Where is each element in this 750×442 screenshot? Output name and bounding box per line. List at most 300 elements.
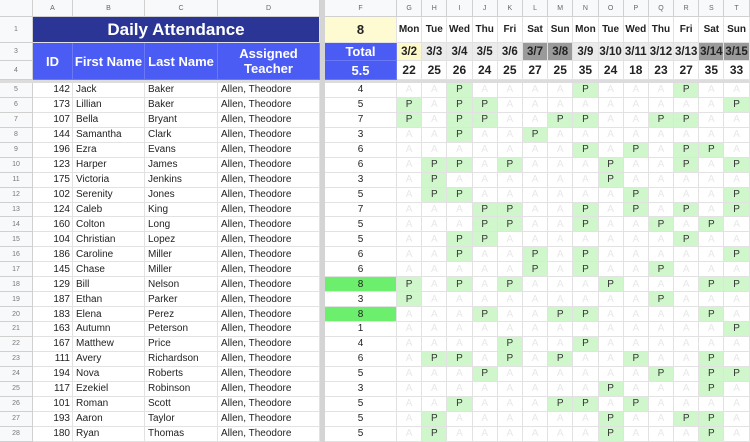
attendance-cell[interactable]: A [649,143,674,158]
attendance-cell[interactable]: A [397,247,422,262]
last-name[interactable]: Parker [145,292,218,307]
attendance-cell[interactable]: A [724,128,749,143]
first-name[interactable]: Victoria [73,173,145,188]
attendance-cell[interactable]: A [649,322,674,337]
attendance-total[interactable]: 4 [325,83,397,98]
student-id[interactable]: 180 [33,427,73,442]
first-name[interactable]: Ezekiel [73,382,145,397]
attendance-cell[interactable]: A [649,232,674,247]
attendance-cell[interactable]: P [649,292,674,307]
date-header[interactable]: 3/3 [422,43,447,61]
attendance-cell[interactable]: A [624,427,649,442]
attendance-cell[interactable]: A [724,307,749,322]
attendance-cell[interactable]: A [397,173,422,188]
attendance-cell[interactable]: A [649,173,674,188]
attendance-cell[interactable]: A [599,203,624,218]
attendance-total[interactable]: 3 [325,382,397,397]
attendance-cell[interactable]: A [649,247,674,262]
assigned-teacher[interactable]: Allen, Theodore [218,322,320,337]
assigned-teacher[interactable]: Allen, Theodore [218,83,320,98]
attendance-cell[interactable]: A [548,412,573,427]
attendance-cell[interactable]: P [674,113,699,128]
attendance-cell[interactable]: A [649,337,674,352]
attendance-cell[interactable]: P [599,427,624,442]
attendance-cell[interactable]: A [523,352,548,367]
attendance-cell[interactable]: A [422,382,447,397]
first-name[interactable]: Elena [73,307,145,322]
attendance-cell[interactable]: A [573,352,598,367]
attendance-cell[interactable]: A [523,277,548,292]
first-name[interactable]: Serenity [73,188,145,203]
row-header[interactable]: 26 [0,397,33,412]
attendance-cell[interactable]: P [724,277,749,292]
attendance-cell[interactable]: P [724,158,749,173]
attendance-cell[interactable]: A [447,203,472,218]
attendance-cell[interactable]: A [473,382,498,397]
attendance-cell[interactable]: A [397,367,422,382]
attendance-cell[interactable]: A [649,352,674,367]
attendance-cell[interactable]: A [599,83,624,98]
student-id[interactable]: 173 [33,98,73,113]
student-id[interactable]: 107 [33,113,73,128]
column-header-a[interactable]: A [33,0,73,17]
attendance-cell[interactable]: A [624,382,649,397]
attendance-cell[interactable]: P [674,158,699,173]
attendance-cell[interactable]: A [699,158,724,173]
attendance-cell[interactable]: P [573,337,598,352]
attendance-cell[interactable]: A [724,113,749,128]
attendance-cell[interactable]: A [473,128,498,143]
attendance-cell[interactable]: A [447,412,472,427]
first-name[interactable]: Ethan [73,292,145,307]
attendance-cell[interactable]: P [649,113,674,128]
column-header-f[interactable]: F [325,0,397,17]
attendance-total[interactable]: 5 [325,412,397,427]
attendance-cell[interactable]: A [548,173,573,188]
column-header-b[interactable]: B [73,0,145,17]
attendance-cell[interactable]: A [498,113,523,128]
row-header[interactable]: 18 [0,277,33,292]
attendance-cell[interactable]: A [674,427,699,442]
last-name[interactable]: Scott [145,397,218,412]
attendance-cell[interactable]: P [649,367,674,382]
attendance-total[interactable]: 5 [325,232,397,247]
assigned-teacher[interactable]: Allen, Theodore [218,173,320,188]
attendance-cell[interactable]: A [498,83,523,98]
student-id[interactable]: 167 [33,337,73,352]
assigned-teacher[interactable]: Allen, Theodore [218,307,320,322]
attendance-cell[interactable]: P [422,158,447,173]
attendance-cell[interactable]: P [699,382,724,397]
attendance-cell[interactable]: A [397,382,422,397]
attendance-cell[interactable]: A [422,397,447,412]
day-header[interactable]: Sun [548,17,573,43]
attendance-total[interactable]: 5 [325,367,397,382]
attendance-total[interactable]: 1 [325,322,397,337]
attendance-cell[interactable]: A [599,113,624,128]
assigned-teacher[interactable]: Allen, Theodore [218,292,320,307]
row-header[interactable]: 12 [0,188,33,203]
attendance-cell[interactable]: A [523,143,548,158]
attendance-cell[interactable]: A [397,203,422,218]
attendance-cell[interactable]: P [447,232,472,247]
attendance-cell[interactable]: A [422,113,447,128]
attendance-cell[interactable]: A [674,188,699,203]
attendance-cell[interactable]: A [674,307,699,322]
attendance-cell[interactable]: A [473,337,498,352]
attendance-cell[interactable]: A [699,232,724,247]
attendance-cell[interactable]: A [498,322,523,337]
attendance-cell[interactable]: A [599,262,624,277]
attendance-cell[interactable]: A [422,232,447,247]
attendance-cell[interactable]: A [699,113,724,128]
attendance-cell[interactable]: A [422,247,447,262]
attendance-cell[interactable]: P [397,277,422,292]
attendance-cell[interactable]: A [674,382,699,397]
attendance-cell[interactable]: P [548,397,573,412]
attendance-cell[interactable]: P [447,352,472,367]
first-name[interactable]: Roman [73,397,145,412]
attendance-cell[interactable]: A [548,158,573,173]
attendance-cell[interactable]: A [674,173,699,188]
attendance-cell[interactable]: P [473,232,498,247]
attendance-cell[interactable]: A [573,412,598,427]
attendance-cell[interactable]: A [699,262,724,277]
attendance-cell[interactable]: A [473,143,498,158]
attendance-cell[interactable]: A [649,128,674,143]
attendance-cell[interactable]: A [624,158,649,173]
attendance-cell[interactable]: P [573,217,598,232]
student-id[interactable]: 163 [33,322,73,337]
attendance-cell[interactable]: A [548,217,573,232]
attendance-cell[interactable]: P [447,128,472,143]
attendance-cell[interactable]: A [724,412,749,427]
assigned-teacher[interactable]: Allen, Theodore [218,128,320,143]
attendance-total[interactable]: 6 [325,247,397,262]
date-header[interactable]: 3/13 [674,43,699,61]
attendance-cell[interactable]: A [473,427,498,442]
attendance-cell[interactable]: A [599,98,624,113]
attendance-cell[interactable]: P [422,412,447,427]
attendance-cell[interactable]: A [599,128,624,143]
attendance-total[interactable]: 5 [325,427,397,442]
attendance-cell[interactable]: A [447,382,472,397]
attendance-cell[interactable]: A [624,277,649,292]
attendance-cell[interactable]: A [548,427,573,442]
last-name[interactable]: Peterson [145,322,218,337]
attendance-cell[interactable]: A [573,232,598,247]
last-name[interactable]: Nelson [145,277,218,292]
student-id[interactable]: 194 [33,367,73,382]
attendance-cell[interactable]: A [422,143,447,158]
student-id[interactable]: 111 [33,352,73,367]
attendance-cell[interactable]: A [397,322,422,337]
attendance-cell[interactable]: A [699,173,724,188]
attendance-cell[interactable]: A [473,277,498,292]
attendance-total[interactable]: 6 [325,262,397,277]
first-name[interactable]: Caroline [73,247,145,262]
student-id[interactable]: 145 [33,262,73,277]
attendance-cell[interactable]: P [523,247,548,262]
attendance-cell[interactable]: A [624,262,649,277]
attendance-cell[interactable]: A [674,322,699,337]
attendance-cell[interactable]: A [473,247,498,262]
attendance-cell[interactable]: A [397,83,422,98]
column-header-k[interactable]: K [498,0,523,17]
attendance-cell[interactable]: P [422,188,447,203]
student-id[interactable]: 183 [33,307,73,322]
first-name[interactable]: Ezra [73,143,145,158]
attendance-cell[interactable]: A [498,143,523,158]
column-header-t[interactable]: T [724,0,749,17]
last-name[interactable]: Lopez [145,232,218,247]
attendance-total[interactable]: 3 [325,292,397,307]
attendance-cell[interactable]: A [674,98,699,113]
attendance-cell[interactable]: A [498,98,523,113]
row-header[interactable]: 22 [0,337,33,352]
attendance-total[interactable]: 5 [325,217,397,232]
column-header-s[interactable]: S [699,0,724,17]
attendance-cell[interactable]: A [573,188,598,203]
attendance-cell[interactable]: A [573,128,598,143]
attendance-cell[interactable]: A [724,83,749,98]
attendance-cell[interactable]: A [422,128,447,143]
last-name[interactable]: Baker [145,98,218,113]
attendance-cell[interactable]: A [523,203,548,218]
attendance-cell[interactable]: P [447,158,472,173]
attendance-cell[interactable]: P [699,277,724,292]
attendance-cell[interactable]: A [397,217,422,232]
attendance-cell[interactable]: P [447,397,472,412]
attendance-cell[interactable]: P [649,217,674,232]
attendance-cell[interactable]: A [473,397,498,412]
attendance-cell[interactable]: A [498,367,523,382]
student-id[interactable]: 186 [33,247,73,262]
attendance-cell[interactable]: A [548,277,573,292]
attendance-cell[interactable]: P [573,113,598,128]
attendance-cell[interactable]: A [498,262,523,277]
first-name[interactable]: Chase [73,262,145,277]
attendance-cell[interactable]: A [649,98,674,113]
attendance-cell[interactable]: A [624,322,649,337]
last-name[interactable]: Robinson [145,382,218,397]
attendance-cell[interactable]: A [498,128,523,143]
attendance-cell[interactable]: P [724,188,749,203]
day-header[interactable]: Thu [473,17,498,43]
attendance-cell[interactable]: A [422,98,447,113]
attendance-cell[interactable]: P [523,128,548,143]
attendance-cell[interactable]: P [699,412,724,427]
attendance-cell[interactable]: A [422,322,447,337]
attendance-cell[interactable]: A [523,367,548,382]
first-name[interactable]: Nova [73,367,145,382]
attendance-cell[interactable]: A [624,247,649,262]
assigned-teacher[interactable]: Allen, Theodore [218,262,320,277]
attendance-total[interactable]: 7 [325,203,397,218]
assigned-teacher[interactable]: Allen, Theodore [218,98,320,113]
attendance-cell[interactable]: A [523,322,548,337]
assigned-teacher[interactable]: Allen, Theodore [218,367,320,382]
attendance-cell[interactable]: A [599,322,624,337]
attendance-cell[interactable]: A [498,247,523,262]
day-header[interactable]: Fri [674,17,699,43]
attendance-cell[interactable]: A [624,367,649,382]
attendance-cell[interactable]: P [724,322,749,337]
attendance-cell[interactable]: A [523,412,548,427]
attendance-cell[interactable]: A [422,292,447,307]
attendance-cell[interactable]: A [447,322,472,337]
day-header[interactable]: Wed [624,17,649,43]
first-name[interactable]: Samantha [73,128,145,143]
attendance-cell[interactable]: P [397,292,422,307]
attendance-cell[interactable]: A [724,292,749,307]
last-name[interactable]: Taylor [145,412,218,427]
attendance-cell[interactable]: A [724,397,749,412]
attendance-cell[interactable]: P [498,337,523,352]
day-header[interactable]: Fri [498,17,523,43]
day-header[interactable]: Sun [724,17,749,43]
attendance-cell[interactable]: A [573,173,598,188]
attendance-cell[interactable]: A [523,113,548,128]
attendance-cell[interactable]: A [649,158,674,173]
student-id[interactable]: 175 [33,173,73,188]
day-header[interactable]: Sat [523,17,548,43]
attendance-cell[interactable]: P [699,352,724,367]
attendance-cell[interactable]: A [599,217,624,232]
attendance-cell[interactable]: A [674,128,699,143]
last-name[interactable]: Thomas [145,427,218,442]
assigned-teacher[interactable]: Allen, Theodore [218,337,320,352]
attendance-total[interactable]: 8 [325,307,397,322]
attendance-cell[interactable]: A [624,173,649,188]
attendance-cell[interactable]: A [599,397,624,412]
attendance-cell[interactable]: A [699,128,724,143]
attendance-cell[interactable]: A [599,188,624,203]
row-header[interactable]: 10 [0,158,33,173]
student-id[interactable]: 102 [33,188,73,203]
attendance-cell[interactable]: P [473,367,498,382]
attendance-cell[interactable]: A [473,352,498,367]
row-header[interactable]: 23 [0,352,33,367]
attendance-cell[interactable]: A [724,427,749,442]
attendance-cell[interactable]: A [573,292,598,307]
attendance-cell[interactable]: A [447,427,472,442]
assigned-teacher[interactable]: Allen, Theodore [218,427,320,442]
row-header[interactable]: 14 [0,217,33,232]
attendance-cell[interactable]: P [498,277,523,292]
attendance-cell[interactable]: A [624,83,649,98]
attendance-cell[interactable]: P [624,143,649,158]
last-name[interactable]: Jenkins [145,173,218,188]
row-header[interactable]: 25 [0,382,33,397]
attendance-cell[interactable]: A [397,232,422,247]
attendance-cell[interactable]: A [498,307,523,322]
attendance-cell[interactable]: A [523,427,548,442]
attendance-cell[interactable]: A [624,113,649,128]
attendance-cell[interactable]: A [498,412,523,427]
attendance-cell[interactable]: A [447,367,472,382]
date-header[interactable]: 3/4 [447,43,472,61]
attendance-cell[interactable]: A [724,232,749,247]
attendance-cell[interactable]: A [523,158,548,173]
attendance-cell[interactable]: A [473,188,498,203]
column-header-m[interactable]: M [548,0,573,17]
attendance-cell[interactable]: P [548,113,573,128]
attendance-cell[interactable]: A [397,397,422,412]
attendance-cell[interactable]: A [649,188,674,203]
first-name[interactable]: Lillian [73,98,145,113]
attendance-cell[interactable]: A [649,382,674,397]
date-header[interactable]: 3/8 [548,43,573,61]
attendance-cell[interactable]: P [599,158,624,173]
attendance-cell[interactable]: A [548,83,573,98]
column-header-r[interactable]: R [674,0,699,17]
attendance-cell[interactable]: A [599,247,624,262]
student-id[interactable]: 124 [33,203,73,218]
attendance-cell[interactable]: A [473,322,498,337]
attendance-cell[interactable]: P [699,143,724,158]
attendance-cell[interactable]: P [548,352,573,367]
attendance-cell[interactable]: A [473,83,498,98]
attendance-cell[interactable]: A [523,307,548,322]
date-header[interactable]: 3/11 [624,43,649,61]
day-header[interactable]: Thu [649,17,674,43]
row-header[interactable]: 19 [0,292,33,307]
first-name[interactable]: Bella [73,113,145,128]
date-header[interactable]: 3/10 [599,43,624,61]
attendance-cell[interactable]: A [422,217,447,232]
row-header[interactable]: 17 [0,262,33,277]
attendance-cell[interactable]: P [724,367,749,382]
attendance-cell[interactable]: A [699,247,724,262]
attendance-cell[interactable]: A [498,427,523,442]
last-name[interactable]: Evans [145,143,218,158]
attendance-cell[interactable]: A [422,262,447,277]
attendance-cell[interactable]: A [699,322,724,337]
student-id[interactable]: 104 [33,232,73,247]
attendance-cell[interactable]: P [699,307,724,322]
attendance-cell[interactable]: A [548,337,573,352]
attendance-cell[interactable]: A [599,307,624,322]
last-name[interactable]: Price [145,337,218,352]
student-id[interactable]: 117 [33,382,73,397]
row-header[interactable]: 21 [0,322,33,337]
attendance-cell[interactable]: P [422,427,447,442]
column-header-c[interactable]: C [145,0,218,17]
attendance-cell[interactable]: P [674,143,699,158]
attendance-total[interactable]: 5 [325,98,397,113]
assigned-teacher[interactable]: Allen, Theodore [218,352,320,367]
row-header[interactable]: 6 [0,98,33,113]
assigned-teacher[interactable]: Allen, Theodore [218,247,320,262]
attendance-cell[interactable]: A [624,232,649,247]
attendance-cell[interactable]: A [724,173,749,188]
last-name[interactable]: Richardson [145,352,218,367]
date-header[interactable]: 3/9 [573,43,598,61]
attendance-cell[interactable]: P [573,307,598,322]
assigned-teacher[interactable]: Allen, Theodore [218,188,320,203]
attendance-total[interactable]: 7 [325,113,397,128]
select-all-corner[interactable] [0,0,33,17]
attendance-cell[interactable]: A [724,262,749,277]
student-id[interactable]: 187 [33,292,73,307]
attendance-cell[interactable]: A [699,292,724,307]
column-header-l[interactable]: L [523,0,548,17]
attendance-cell[interactable]: A [624,412,649,427]
first-name[interactable]: Bill [73,277,145,292]
attendance-cell[interactable]: A [498,292,523,307]
attendance-cell[interactable]: P [447,83,472,98]
